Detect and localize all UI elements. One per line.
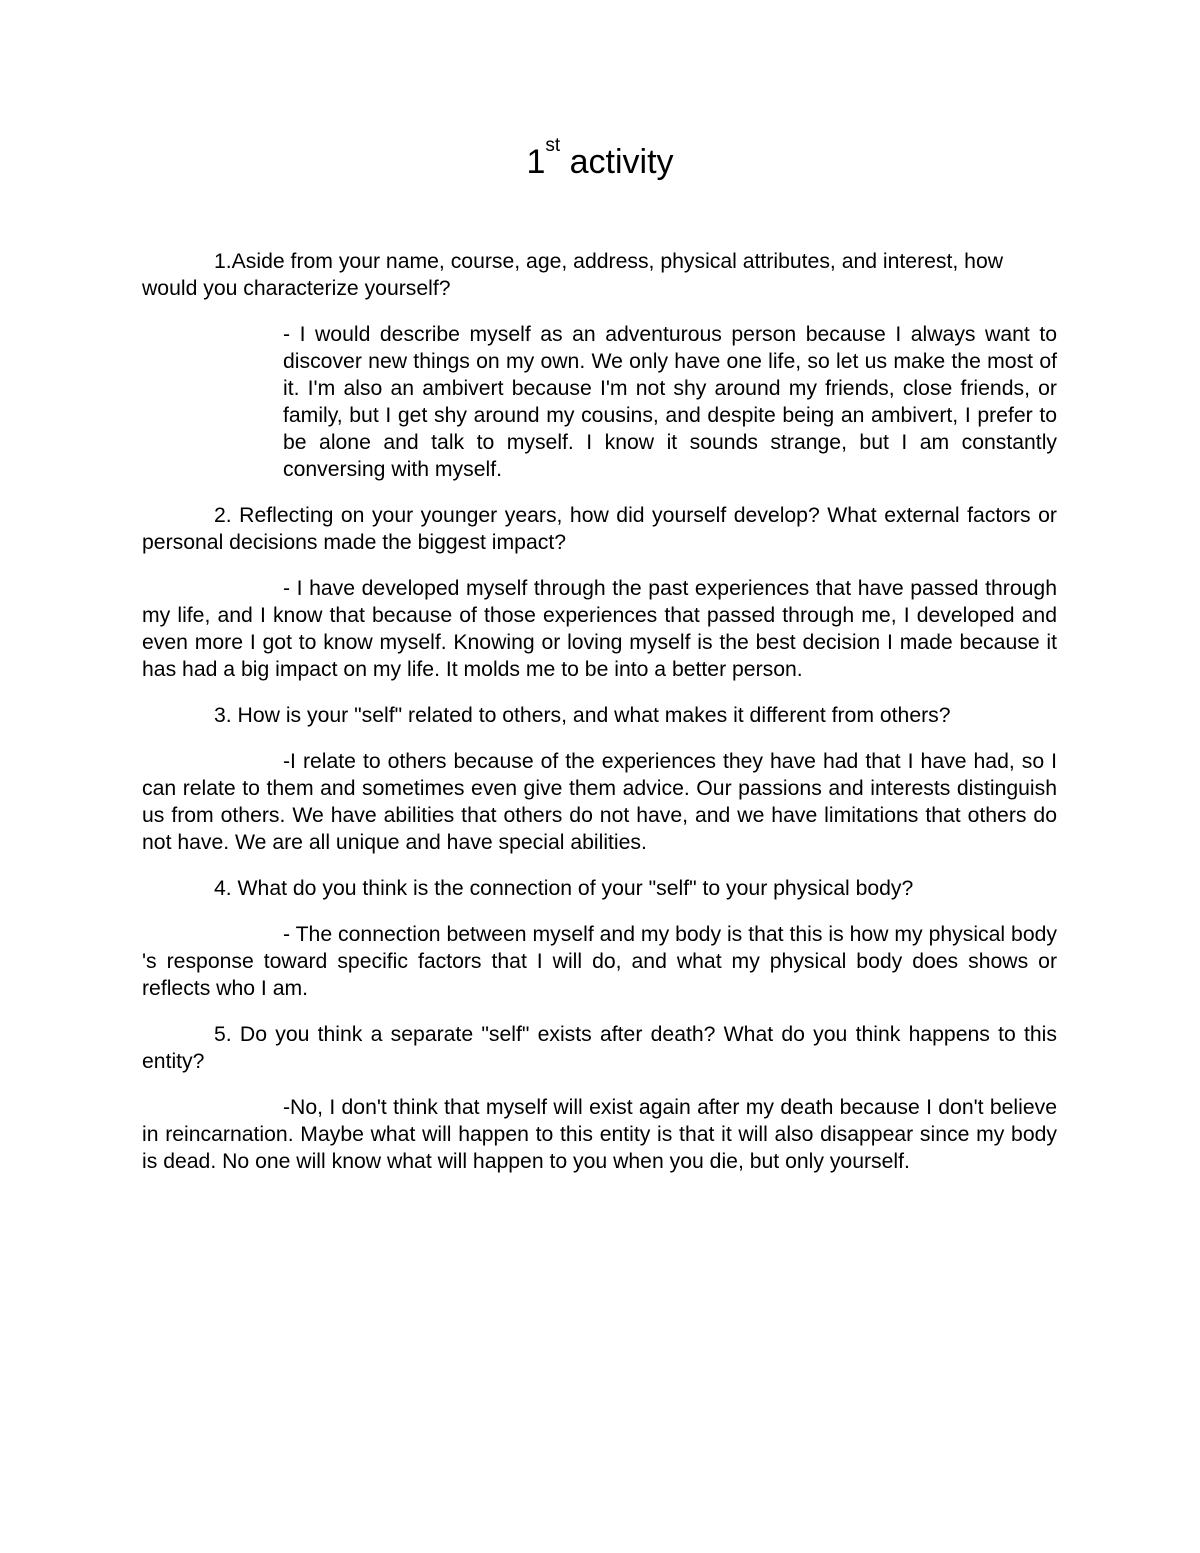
document-body <box>142 248 1057 1194</box>
answer-4: - The connection between myself and my body is that this is how my physical body 's response toward specific factors that I will do, and what my physical body does shows or reflects who I am. <box>142 923 1057 1000</box>
question-3: 3. How is your "self" related to others, and what makes it different from others? <box>214 704 951 727</box>
title-word: activity <box>569 143 674 181</box>
question-4: 4. What do you think is the connection of your "self" to your physical body? <box>214 877 914 900</box>
page-title <box>0 135 1200 182</box>
title-number: 1 <box>526 143 546 181</box>
answer-1: - I would describe myself as an adventurous person because I always want to discover new things on my own. We only have one life, so let us make the most of it. I'm also an ambivert because I'm not shy around my friends, close friends, or family, but I get shy around my cousins, and despite being an ambivert, I prefer to be alone and talk to myself. I know it sounds strange, but I am constantly conversing with myself. <box>283 323 1057 481</box>
answer-5: -No, I don't think that myself will exist again after my death because I don't believe in reincarnation. Maybe what will happen to this entity is that it will also disappear since my body is dead. No one will know what will happen to you when you die, but only yourself. <box>142 1096 1057 1173</box>
question-2: 2. Reflecting on your younger years, how did yourself develop? What external factors or personal decisions made the biggest impact? <box>142 504 1057 554</box>
answer-3: -I relate to others because of the experiences they have had that I have had, so I can relate to them and sometimes even give them advice. Our passions and interests distinguish us from others. We have abilities that others do not have, and we have limitations that others do not have. We are all unique and have special abilities. <box>142 750 1057 854</box>
title-superscript: st <box>545 135 561 156</box>
question-1: 1.Aside from your name, course, age, address, physical attributes, and interest, how would you characterize yourself? <box>142 250 1004 300</box>
answer-2: - I have developed myself through the past experiences that have passed through my life, and I know that because of those experiences that passed through me, I developed and even more I got to know myself. Knowing or loving myself is the best decision I made because it has had a big impact on my life. It molds me to be into a better person. <box>142 577 1057 681</box>
question-5: 5. Do you think a separate "self" exists after death? What do you think happens to this entity? <box>142 1023 1057 1073</box>
